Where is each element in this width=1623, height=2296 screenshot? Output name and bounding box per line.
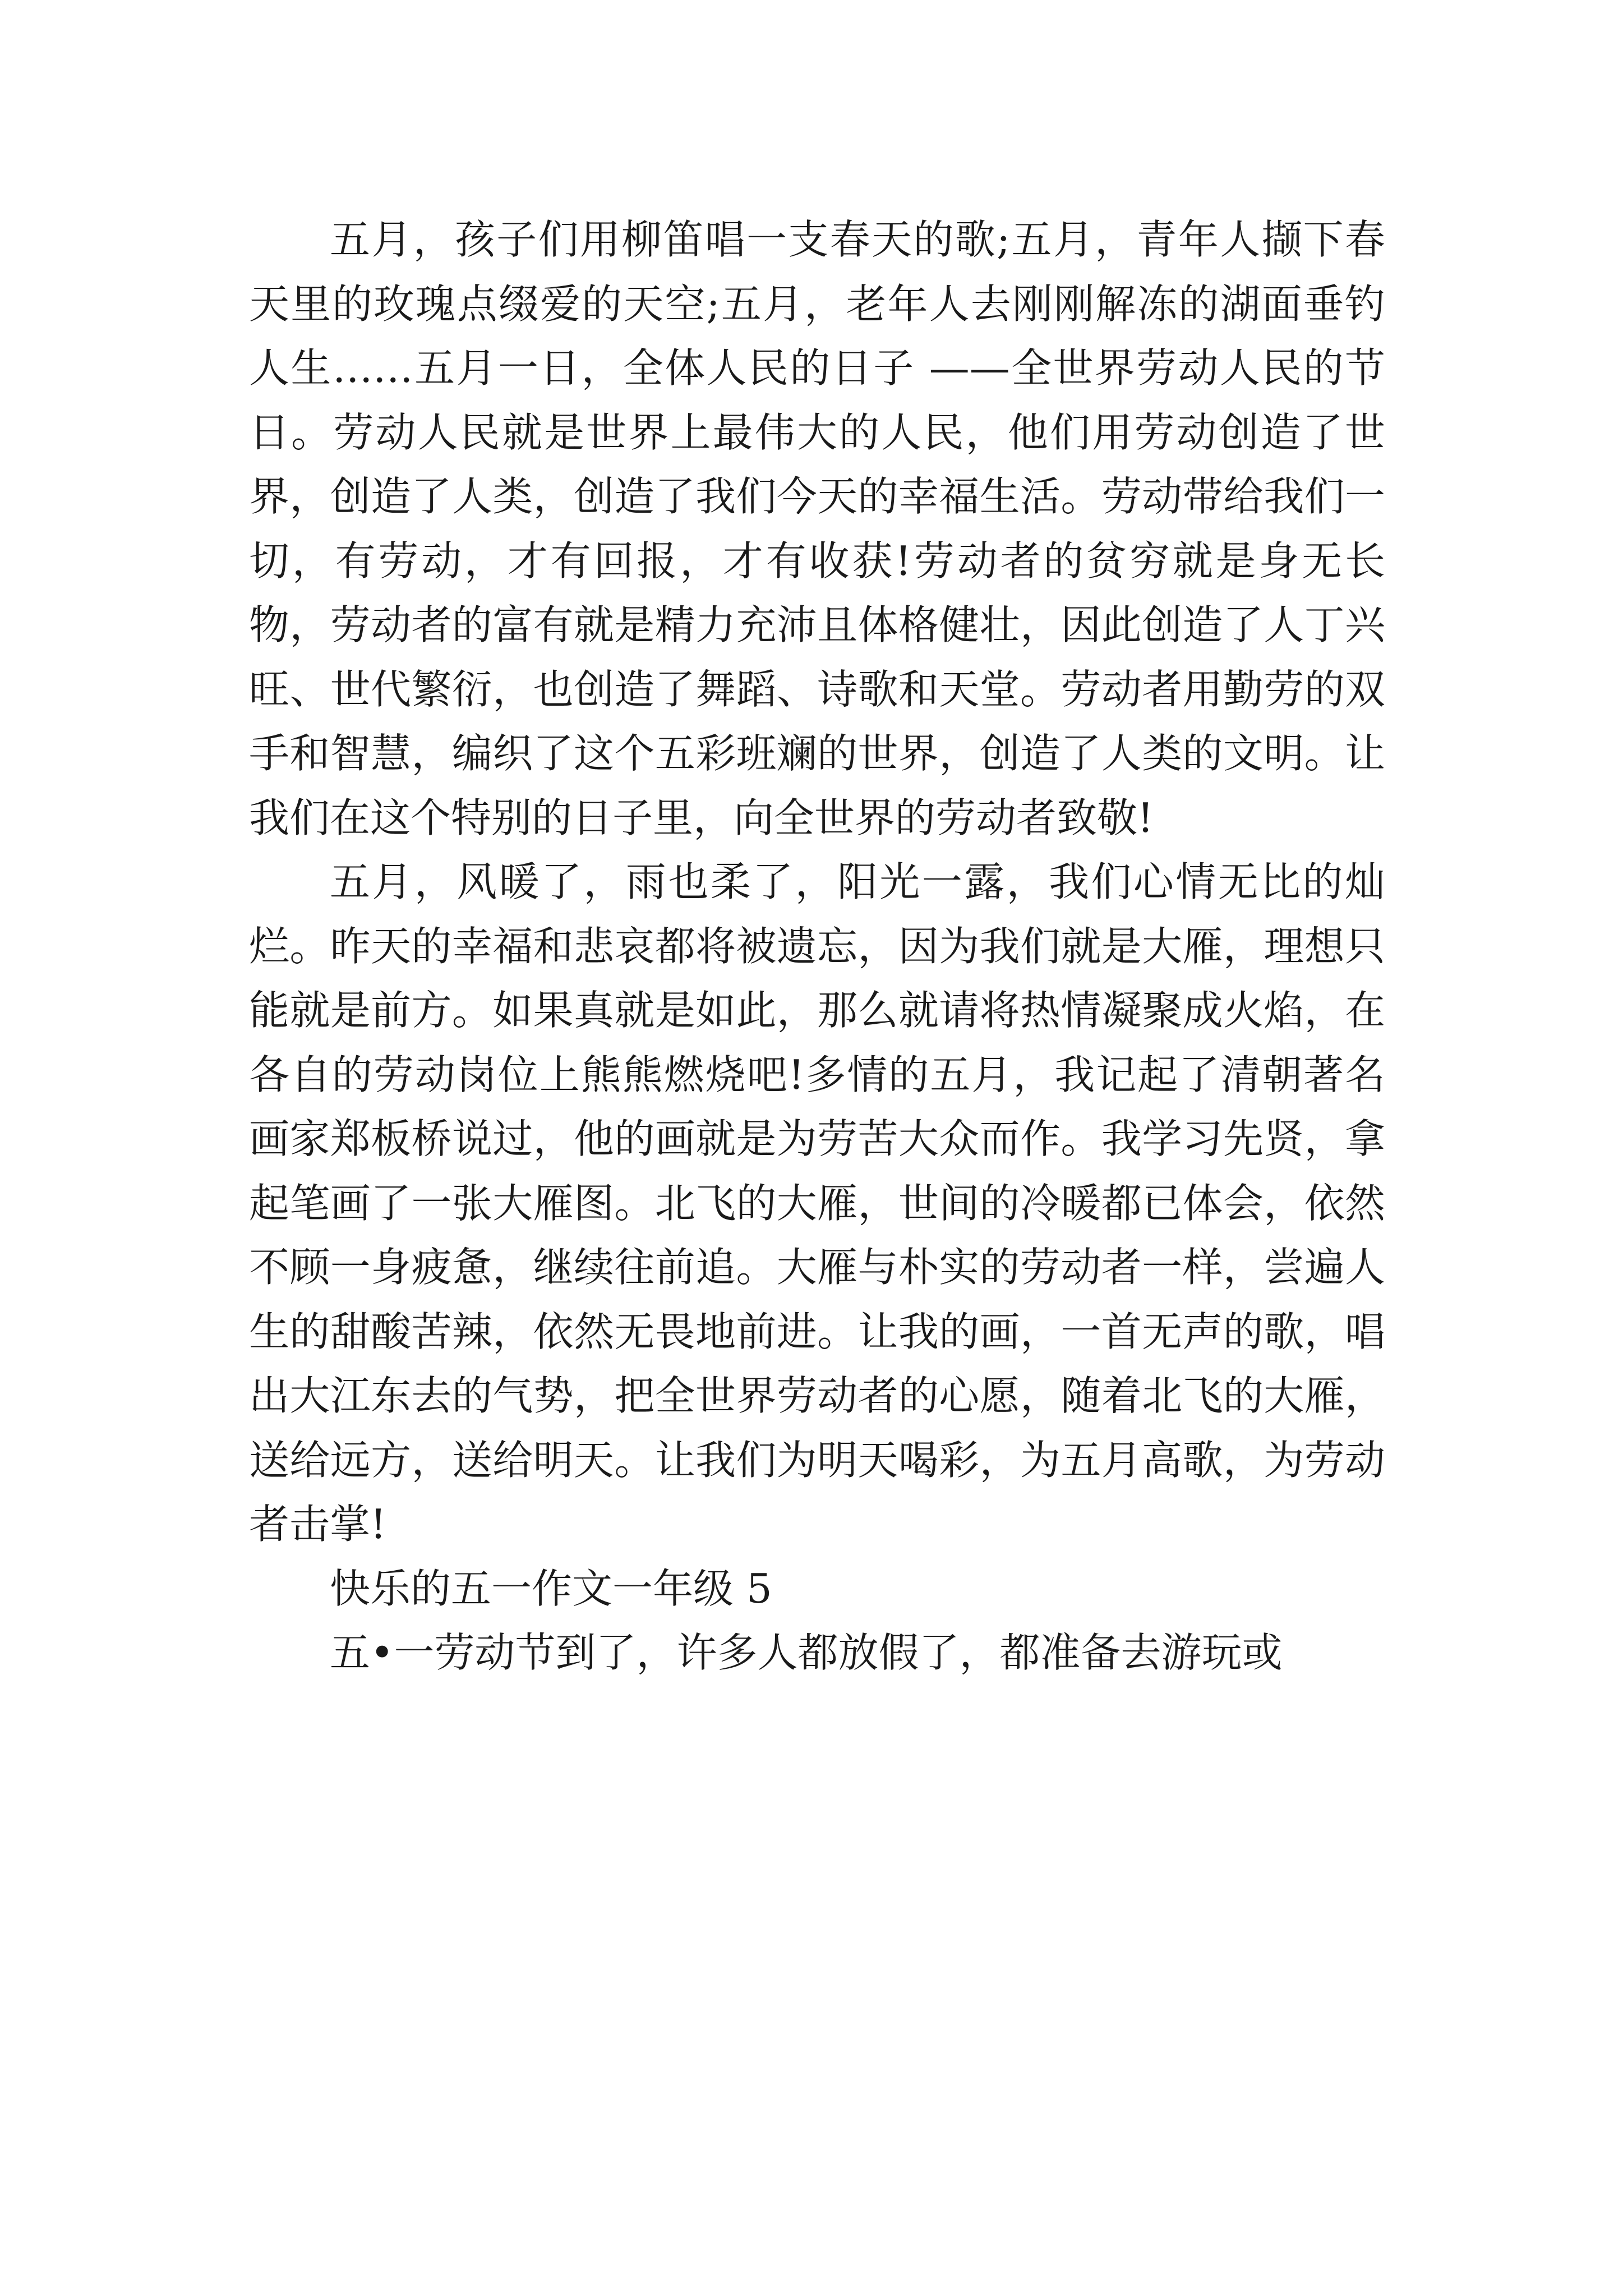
paragraph-2: 五月，风暖了，雨也柔了，阳光一露，我们心情无比的灿烂。昨天的幸福和悲哀都将被遗忘，因为我们就是大雁，理想只能就是前方。如果真就是如此，那么就请将热情凝聚成火焰，在各自的劳动岗位上熊熊燃烧吧!多情的五月，我记起了清朝著名画家郑板桥说过，他的画就是为劳苦大众而作。我学习先贤，拿起笔画了一张大雁图。北飞的大雁，世间的冷暖都已体会，依然不顾一身疲惫，继续往前追。大雁与朴实的劳动者一样，尝遍人生的甜酸苦辣，依然无畏地前进。让我的画，一首无声的歌，唱出大江东去的气势，把全世界劳动者的心愿，随着北飞的大雁，送给远方，送给明天。让我们为明天喝彩，为五月高歌，为劳动者击掌! [249, 858, 1385, 1548]
paragraph-1: 五月，孩子们用柳笛唱一支春天的歌;五月，青年人撷下春天里的玫瑰点缀爱的天空;五月，老年人去刚刚解冻的湖面垂钓人生……五月一日，全体人民的日子 ——全世界劳动人民的节日。劳动人民就是世界上最伟大的人民，他们用劳动创造了世界，创造了人类，创造了我们今天的幸福生活。劳动带给我们一切，有劳动，才有回报，才有收获!劳动者的贫穷就是身无长物，劳动者的富有就是精力充沛且体格健壮，因此创造了人丁兴旺、世代繁衍，也创造了舞蹈、诗歌和天堂。劳动者用勤劳的双手和智慧，编织了这个五彩班斓的世界，创造了人类的文明。让我们在这个特别的日子里，向全世界的劳动者致敬! [249, 216, 1385, 841]
section-title: 快乐的五一作文一年级 5 [330, 1565, 772, 1612]
document-body [249, 208, 1385, 1685]
paragraph-3: 五•一劳动节到了，许多人都放假了，都准备去游玩或 [330, 1629, 1283, 1676]
